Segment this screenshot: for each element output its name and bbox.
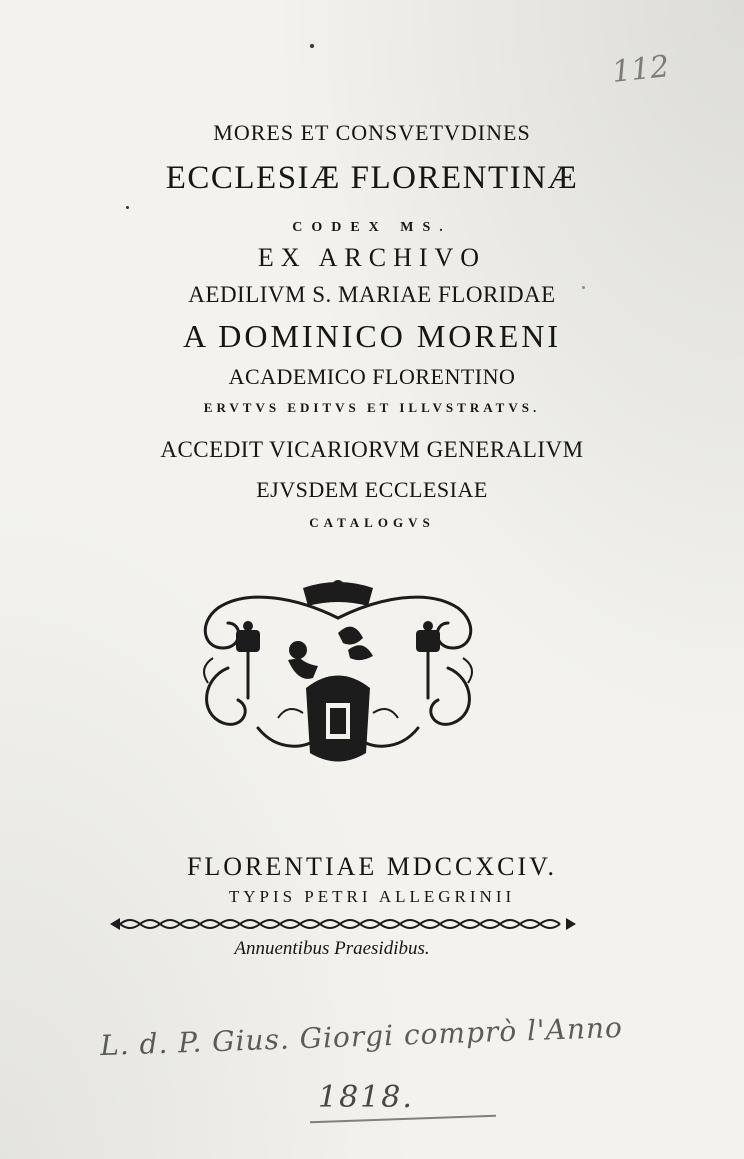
handwritten-provenance-note: L. d. P. Gius. Giorgi comprò l'Anno <box>99 1010 624 1063</box>
title-line-5: AEDILIVM S. MARIAE FLORIDAE <box>188 282 556 307</box>
ink-speck <box>582 286 585 289</box>
title-line-9: ACCEDIT VICARIORVM GENERALIVM <box>160 437 584 462</box>
handwritten-shelfmark: 112 <box>610 49 671 90</box>
ornamental-rule-icon <box>110 914 576 934</box>
imprint-place-date: FLORENTIAE MDCCXCIV. <box>186 852 558 881</box>
handwritten-year: 1818. <box>318 1080 414 1115</box>
title-line-8: ERVTVS EDITVS ET ILLVSTRATVS. <box>203 400 541 415</box>
ink-speck <box>310 44 314 48</box>
ink-speck <box>126 206 129 209</box>
title-line-11: CATALOGVS <box>309 515 435 530</box>
title-line-3: CODEX MS. <box>292 220 452 235</box>
author-affiliation: ACADEMICO FLORENTINO <box>228 364 516 389</box>
imprint-permission: Annuentibus Praesidibus. <box>234 938 430 959</box>
author-line: A DOMINICO MORENI <box>182 318 562 354</box>
printers-ornament-vignette-icon <box>188 578 488 774</box>
title-line-10: EJVSDEM ECCLESIAE <box>256 477 488 502</box>
imprint-printer: TYPIS PETRI ALLEGRINII <box>228 887 516 906</box>
title-line-1: MORES ET CONSVETVDINES <box>213 120 531 145</box>
handwritten-underline <box>310 1115 496 1123</box>
title-line-2: ECCLESIÆ FLORENTINÆ <box>165 160 579 196</box>
title-line-4: EX ARCHIVO <box>257 243 487 272</box>
